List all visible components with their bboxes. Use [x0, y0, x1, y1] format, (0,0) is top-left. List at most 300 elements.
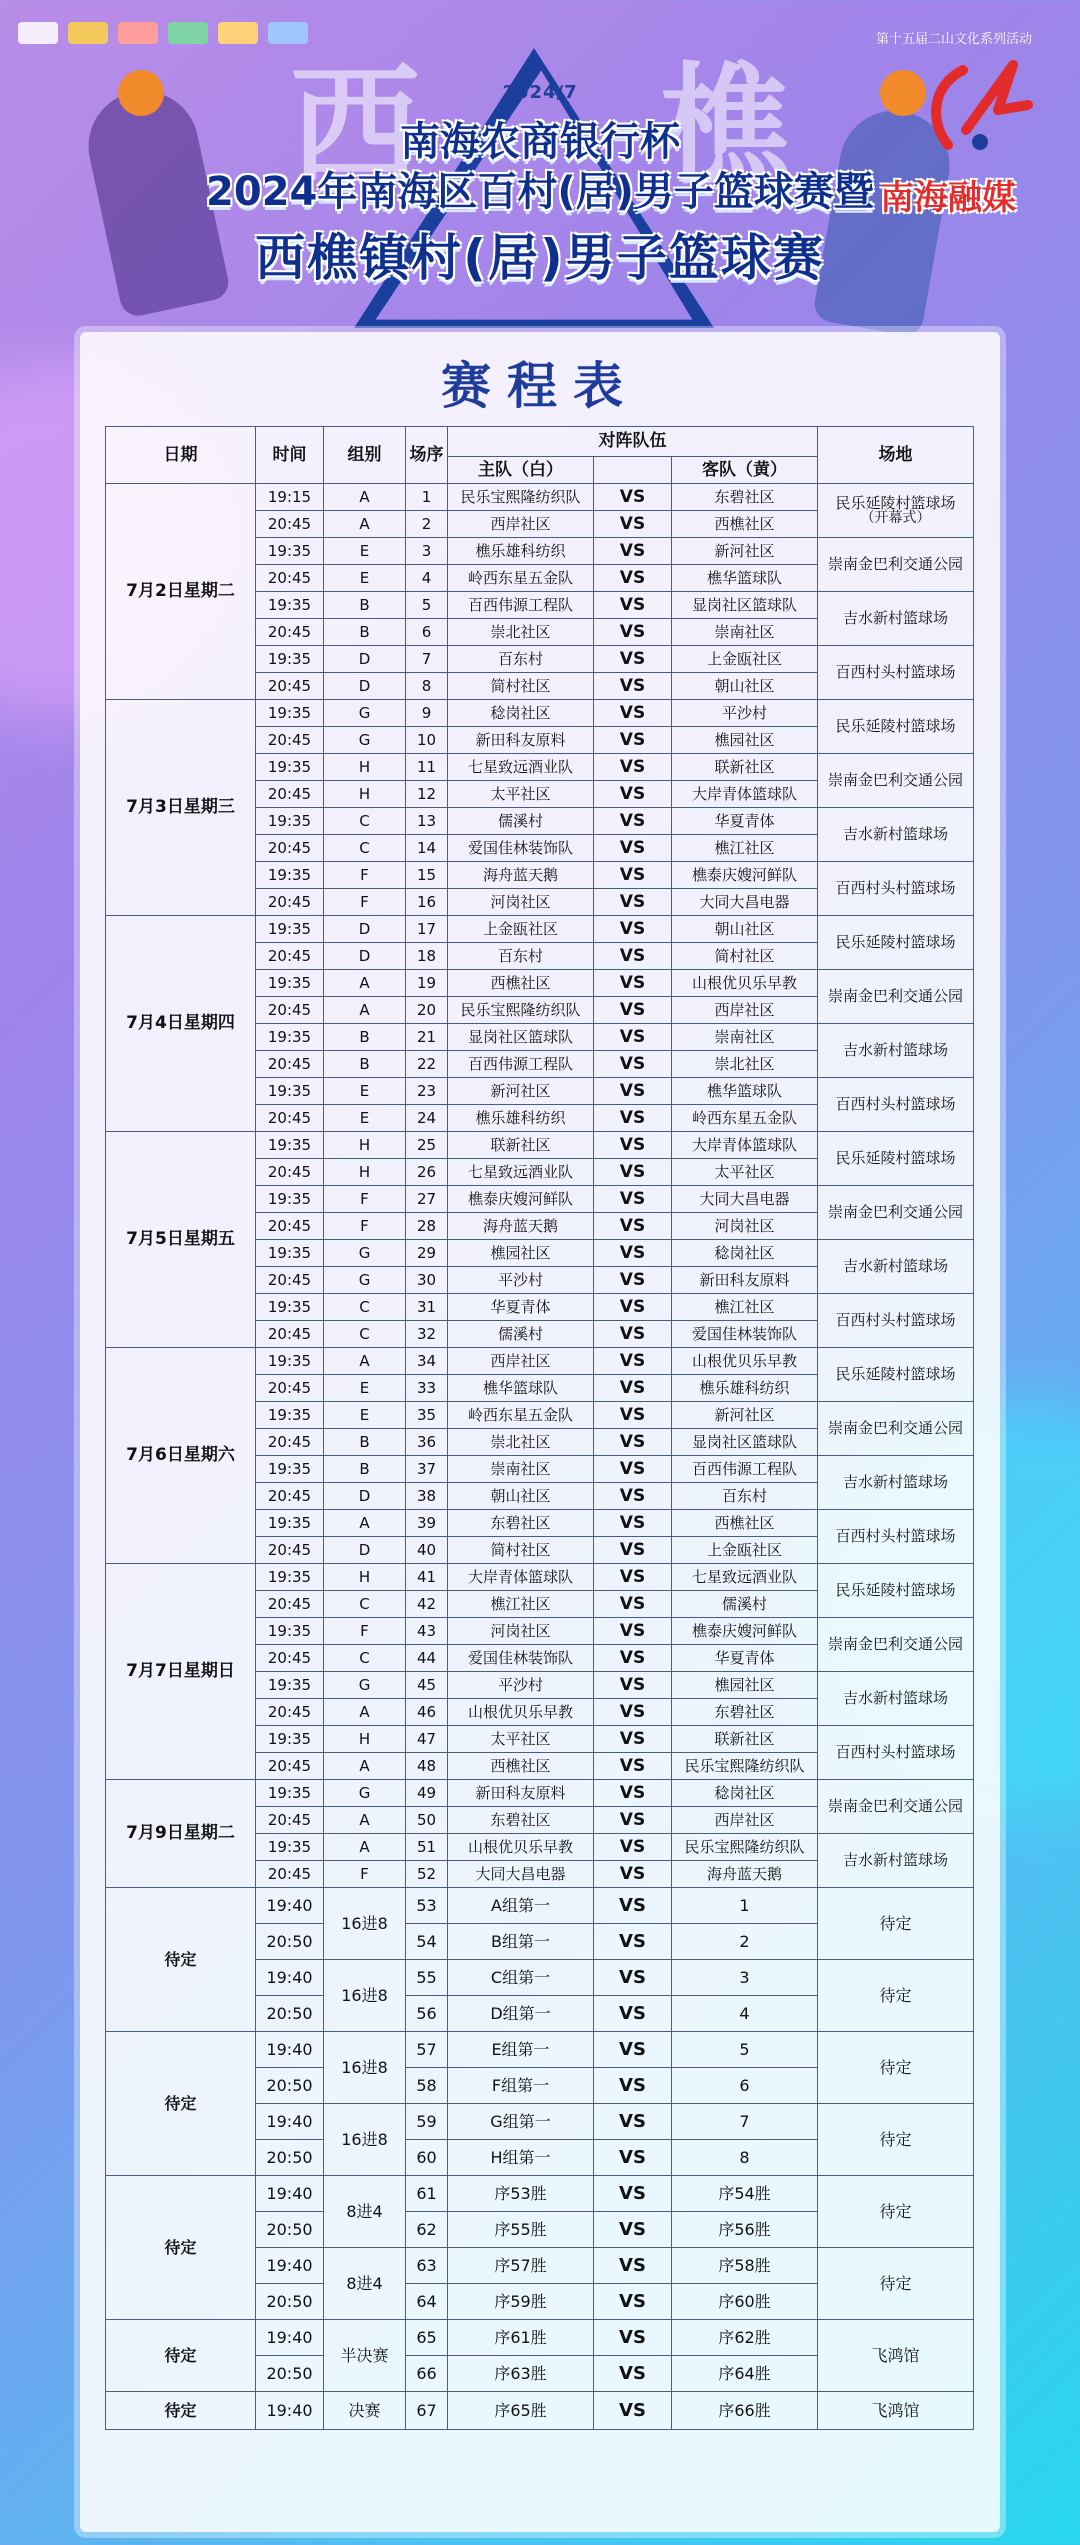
vs-cell: VS [594, 1267, 672, 1294]
group-cell: A [324, 1753, 406, 1780]
home-team-cell: 新河社区 [448, 1078, 594, 1105]
time-cell: 19:40 [256, 2104, 324, 2140]
vs-cell: VS [594, 754, 672, 781]
away-team-cell: 序58胜 [672, 2248, 818, 2284]
venue-cell: 待定 [818, 2248, 974, 2320]
venue-name: 崇南金巴利交通公园 [827, 1419, 963, 1438]
group-cell: D [324, 916, 406, 943]
group-cell: E [324, 565, 406, 592]
home-team-cell: 民乐宝熙隆纺织队 [448, 484, 594, 511]
date-cell: 7月2日星期二 [106, 484, 256, 700]
home-team-cell: 爱国佳林装饰队 [448, 1645, 594, 1672]
header-matchup: 对阵队伍 [448, 427, 818, 457]
event-slogan: 第十五届二山文化系列活动 [876, 32, 1033, 47]
time-cell: 19:35 [256, 1132, 324, 1159]
match-no-cell: 23 [406, 1078, 448, 1105]
home-team-cell: 崇北社区 [448, 619, 594, 646]
vs-cell: VS [594, 1375, 672, 1402]
away-team-cell: 序64胜 [672, 2356, 818, 2392]
home-team-cell: 稔岗社区 [448, 700, 594, 727]
vs-cell: VS [594, 1645, 672, 1672]
vs-cell: VS [594, 1807, 672, 1834]
away-team-cell: 崇北社区 [672, 1051, 818, 1078]
vs-cell: VS [594, 1537, 672, 1564]
venue-note: （开幕式） [860, 510, 931, 527]
vs-cell: VS [594, 1672, 672, 1699]
venue-cell [818, 1294, 974, 1348]
time-cell: 19:35 [256, 1402, 324, 1429]
group-cell: G [324, 1780, 406, 1807]
time-cell: 20:45 [256, 1753, 324, 1780]
time-cell: 19:35 [256, 1024, 324, 1051]
home-team-cell: B组第一 [448, 1924, 594, 1960]
venue-cell [818, 538, 974, 592]
background-character-right: 樵 [660, 49, 791, 202]
home-team-cell: 大同大昌电器 [448, 1861, 594, 1888]
vs-cell: VS [594, 1429, 672, 1456]
venue-cell [818, 862, 974, 916]
match-no-cell: 37 [406, 1456, 448, 1483]
away-team-cell: 樵园社区 [672, 727, 818, 754]
round-cell: 16进8 [324, 2104, 406, 2176]
vs-cell: VS [594, 1699, 672, 1726]
group-cell: B [324, 1024, 406, 1051]
vs-cell: VS [594, 1888, 672, 1924]
away-team-cell: 1 [672, 1888, 818, 1924]
away-team-cell: 显岗社区篮球队 [672, 592, 818, 619]
table-row [106, 2032, 974, 2068]
group-cell: G [324, 1267, 406, 1294]
group-cell: C [324, 1294, 406, 1321]
away-team-cell: 樵泰庆嫂河鲜队 [672, 862, 818, 889]
home-team-cell: 东碧社区 [448, 1510, 594, 1537]
time-cell: 20:50 [256, 2284, 324, 2320]
date-cell: 7月7日星期日 [106, 1564, 256, 1780]
venue-name: 百西村头村篮球场 [835, 663, 956, 682]
sponsor-logos [18, 22, 308, 44]
venue-cell [818, 1780, 974, 1834]
away-team-cell: 民乐宝熙隆纺织队 [672, 1834, 818, 1861]
venue-name: 民乐延陵村篮球场 [835, 1149, 956, 1168]
away-team-cell: 序54胜 [672, 2176, 818, 2212]
away-team-cell: 岭西东星五金队 [672, 1105, 818, 1132]
venue-cell [818, 970, 974, 1024]
venue-cell [818, 1348, 974, 1402]
vs-cell: VS [594, 2104, 672, 2140]
vs-cell: VS [594, 619, 672, 646]
time-cell: 19:35 [256, 754, 324, 781]
home-team-cell: 序53胜 [448, 2176, 594, 2212]
away-team-cell: 序56胜 [672, 2212, 818, 2248]
home-team-cell: 樵园社区 [448, 1240, 594, 1267]
vs-cell: VS [594, 673, 672, 700]
venue-name: 百西村头村篮球场 [835, 1311, 956, 1330]
venue-cell: 待定 [818, 1888, 974, 1960]
venue-name: 吉水新村篮球场 [842, 1689, 948, 1708]
vs-cell: VS [594, 889, 672, 916]
venue-name: 百西村头村篮球场 [835, 879, 956, 898]
round-cell: 16进8 [324, 1960, 406, 2032]
time-cell: 19:40 [256, 1888, 324, 1924]
schedule-title: 赛程表 [441, 357, 639, 415]
time-cell: 19:35 [256, 862, 324, 889]
away-team-cell: 上金瓯社区 [672, 646, 818, 673]
time-cell: 19:35 [256, 1186, 324, 1213]
table-row [106, 1780, 974, 1807]
away-team-cell: 东碧社区 [672, 484, 818, 511]
match-no-cell: 38 [406, 1483, 448, 1510]
venue-name: 百西村头村篮球场 [835, 1095, 956, 1114]
sponsor-logo [118, 22, 158, 44]
round-cell: 8进4 [324, 2176, 406, 2248]
match-no-cell: 44 [406, 1645, 448, 1672]
venue-name: 崇南金巴利交通公园 [827, 1797, 963, 1816]
time-cell: 19:35 [256, 970, 324, 997]
time-cell: 19:35 [256, 646, 324, 673]
home-team-cell: 序55胜 [448, 2212, 594, 2248]
venue-cell [818, 1672, 974, 1726]
match-no-cell: 24 [406, 1105, 448, 1132]
venue-cell [818, 916, 974, 970]
group-cell: A [324, 511, 406, 538]
home-team-cell: 平沙村 [448, 1672, 594, 1699]
vs-cell: VS [594, 1348, 672, 1375]
match-no-cell: 36 [406, 1429, 448, 1456]
vs-cell: VS [594, 1402, 672, 1429]
date-cell: 待定 [106, 2176, 256, 2320]
time-cell: 19:35 [256, 916, 324, 943]
match-no-cell: 25 [406, 1132, 448, 1159]
time-cell: 20:45 [256, 997, 324, 1024]
venue-cell [818, 484, 974, 538]
home-team-cell: 樵乐雄科纺织 [448, 1105, 594, 1132]
vs-cell: VS [594, 1753, 672, 1780]
time-cell: 20:45 [256, 781, 324, 808]
group-cell: A [324, 484, 406, 511]
match-no-cell: 50 [406, 1807, 448, 1834]
match-no-cell: 52 [406, 1861, 448, 1888]
venue-name: 吉水新村篮球场 [842, 1473, 948, 1492]
match-no-cell: 16 [406, 889, 448, 916]
sponsor-logo [168, 22, 208, 44]
home-team-cell: 百西伟源工程队 [448, 592, 594, 619]
vs-cell: VS [594, 2284, 672, 2320]
group-cell: F [324, 862, 406, 889]
venue-name: 吉水新村篮球场 [842, 609, 948, 628]
time-cell: 20:45 [256, 889, 324, 916]
group-cell: E [324, 1105, 406, 1132]
match-no-cell: 43 [406, 1618, 448, 1645]
vs-cell: VS [594, 2392, 672, 2430]
sponsor-logo [18, 22, 58, 44]
match-no-cell: 21 [406, 1024, 448, 1051]
away-team-cell: 山根优贝乐早教 [672, 970, 818, 997]
away-team-cell: 东碧社区 [672, 1699, 818, 1726]
venue-cell [818, 1402, 974, 1456]
match-no-cell: 59 [406, 2104, 448, 2140]
time-cell: 19:35 [256, 538, 324, 565]
vs-cell: VS [594, 1105, 672, 1132]
home-team-cell: 大岸青体篮球队 [448, 1564, 594, 1591]
time-cell: 20:45 [256, 1105, 324, 1132]
vs-cell: VS [594, 2248, 672, 2284]
time-cell: 20:50 [256, 2068, 324, 2104]
home-team-cell: 樵华篮球队 [448, 1375, 594, 1402]
away-team-cell: 西岸社区 [672, 1807, 818, 1834]
venue-name: 崇南金巴利交通公园 [827, 1203, 963, 1222]
home-team-cell: 序59胜 [448, 2284, 594, 2320]
group-cell: C [324, 1321, 406, 1348]
group-cell: H [324, 1132, 406, 1159]
home-team-cell: 樵乐雄科纺织 [448, 538, 594, 565]
venue-cell [818, 808, 974, 862]
table-row [106, 1564, 974, 1591]
away-team-cell: 樵园社区 [672, 1672, 818, 1699]
home-team-cell: 华夏青体 [448, 1294, 594, 1321]
vs-cell: VS [594, 1159, 672, 1186]
match-no-cell: 19 [406, 970, 448, 997]
group-cell: G [324, 700, 406, 727]
home-team-cell: 上金瓯社区 [448, 916, 594, 943]
home-team-cell: 山根优贝乐早教 [448, 1834, 594, 1861]
venue-cell [818, 1240, 974, 1294]
match-no-cell: 18 [406, 943, 448, 970]
vs-cell: VS [594, 1618, 672, 1645]
schedule-body [106, 484, 974, 2430]
home-team-cell: 七星致远酒业队 [448, 754, 594, 781]
event-date-tag: 2024/7 [502, 82, 578, 103]
away-team-cell: 西樵社区 [672, 1510, 818, 1537]
time-cell: 20:50 [256, 2356, 324, 2392]
group-cell: B [324, 1051, 406, 1078]
time-cell: 19:40 [256, 2392, 324, 2430]
venue-cell [818, 700, 974, 754]
table-row [106, 916, 974, 943]
away-team-cell: 简村社区 [672, 943, 818, 970]
vs-cell: VS [594, 1213, 672, 1240]
time-cell: 19:35 [256, 1456, 324, 1483]
match-no-cell: 34 [406, 1348, 448, 1375]
time-cell: 19:35 [256, 700, 324, 727]
group-cell: G [324, 727, 406, 754]
vs-cell: VS [594, 781, 672, 808]
match-no-cell: 51 [406, 1834, 448, 1861]
home-team-cell: 序63胜 [448, 2356, 594, 2392]
home-team-cell: 儒溪村 [448, 808, 594, 835]
venue-cell [818, 1726, 974, 1780]
away-team-cell: 爱国佳林装饰队 [672, 1321, 818, 1348]
match-no-cell: 11 [406, 754, 448, 781]
vs-cell: VS [594, 2356, 672, 2392]
header-date: 日期 [106, 427, 256, 484]
away-team-cell: 樵江社区 [672, 835, 818, 862]
vs-cell: VS [594, 1024, 672, 1051]
group-cell: B [324, 1456, 406, 1483]
venue-cell: 待定 [818, 1960, 974, 2032]
group-cell: B [324, 592, 406, 619]
match-no-cell: 1 [406, 484, 448, 511]
home-team-cell: A组第一 [448, 1888, 594, 1924]
home-team-cell: 七星致远酒业队 [448, 1159, 594, 1186]
match-no-cell: 31 [406, 1294, 448, 1321]
date-cell: 待定 [106, 2032, 256, 2176]
time-cell: 19:35 [256, 592, 324, 619]
home-team-cell: G组第一 [448, 2104, 594, 2140]
time-cell: 19:35 [256, 1240, 324, 1267]
time-cell: 20:45 [256, 1375, 324, 1402]
time-cell: 19:35 [256, 1564, 324, 1591]
away-team-cell: 樵江社区 [672, 1294, 818, 1321]
date-cell: 待定 [106, 2392, 256, 2430]
vs-cell: VS [594, 808, 672, 835]
vs-cell: VS [594, 1960, 672, 1996]
group-cell: A [324, 1510, 406, 1537]
time-cell: 19:35 [256, 1510, 324, 1537]
home-team-cell: 海舟蓝天鹅 [448, 862, 594, 889]
date-cell: 7月4日星期四 [106, 916, 256, 1132]
home-team-cell: F组第一 [448, 2068, 594, 2104]
date-cell: 待定 [106, 1888, 256, 2032]
away-team-cell: 大同大昌电器 [672, 1186, 818, 1213]
home-team-cell: 简村社区 [448, 1537, 594, 1564]
table-row [106, 700, 974, 727]
time-cell: 19:35 [256, 1618, 324, 1645]
time-cell: 19:35 [256, 1078, 324, 1105]
away-team-cell: 联新社区 [672, 754, 818, 781]
away-team-cell: 河岗社区 [672, 1213, 818, 1240]
time-cell: 19:35 [256, 1780, 324, 1807]
vs-cell: VS [594, 1051, 672, 1078]
away-team-cell: 山根优贝乐早教 [672, 1348, 818, 1375]
match-no-cell: 20 [406, 997, 448, 1024]
away-team-cell: 朝山社区 [672, 673, 818, 700]
time-cell: 19:40 [256, 1960, 324, 1996]
schedule-board [80, 332, 1000, 2532]
header-venue: 场地 [818, 427, 974, 484]
match-no-cell: 12 [406, 781, 448, 808]
match-no-cell: 41 [406, 1564, 448, 1591]
vs-cell: VS [594, 1591, 672, 1618]
home-team-cell: 新田科友原料 [448, 727, 594, 754]
time-cell: 19:40 [256, 2176, 324, 2212]
time-cell: 19:35 [256, 1834, 324, 1861]
home-team-cell: 平沙村 [448, 1267, 594, 1294]
home-team-cell: 河岗社区 [448, 889, 594, 916]
group-cell: C [324, 808, 406, 835]
home-team-cell: 太平社区 [448, 1726, 594, 1753]
vs-cell: VS [594, 1456, 672, 1483]
away-team-cell: 6 [672, 2068, 818, 2104]
date-cell: 待定 [106, 2320, 256, 2392]
match-no-cell: 49 [406, 1780, 448, 1807]
time-cell: 19:40 [256, 2248, 324, 2284]
home-team-cell: 序61胜 [448, 2320, 594, 2356]
away-team-cell: 崇南社区 [672, 1024, 818, 1051]
vs-cell: VS [594, 970, 672, 997]
venue-cell: 飞鸿馆 [818, 2320, 974, 2392]
header-match-no: 场序 [406, 427, 448, 484]
time-cell: 20:45 [256, 1807, 324, 1834]
time-cell: 20:45 [256, 1213, 324, 1240]
group-cell: D [324, 943, 406, 970]
round-cell: 8进4 [324, 2248, 406, 2320]
match-no-cell: 67 [406, 2392, 448, 2430]
match-no-cell: 40 [406, 1537, 448, 1564]
venue-name: 民乐延陵村篮球场 [835, 1365, 956, 1384]
away-team-cell: 平沙村 [672, 700, 818, 727]
vs-cell: VS [594, 835, 672, 862]
time-cell: 20:45 [256, 943, 324, 970]
time-cell: 19:35 [256, 1348, 324, 1375]
match-no-cell: 39 [406, 1510, 448, 1537]
vs-cell: VS [594, 1861, 672, 1888]
match-no-cell: 64 [406, 2284, 448, 2320]
vs-cell: VS [594, 484, 672, 511]
group-cell: F [324, 1861, 406, 1888]
group-cell: H [324, 754, 406, 781]
match-no-cell: 28 [406, 1213, 448, 1240]
group-cell: A [324, 970, 406, 997]
away-team-cell: 稔岗社区 [672, 1240, 818, 1267]
away-team-cell: 樵华篮球队 [672, 1078, 818, 1105]
vs-cell: VS [594, 1240, 672, 1267]
brand-name: 南海融媒 [880, 178, 1016, 218]
time-cell: 20:45 [256, 727, 324, 754]
vs-cell: VS [594, 592, 672, 619]
time-cell: 20:45 [256, 1861, 324, 1888]
vs-cell: VS [594, 565, 672, 592]
home-team-cell: 新田科友原料 [448, 1780, 594, 1807]
date-cell: 7月5日星期五 [106, 1132, 256, 1348]
match-no-cell: 46 [406, 1699, 448, 1726]
group-cell: A [324, 1699, 406, 1726]
venue-name: 崇南金巴利交通公园 [827, 987, 963, 1006]
home-team-cell: 山根优贝乐早教 [448, 1699, 594, 1726]
away-team-cell: 序66胜 [672, 2392, 818, 2430]
table-row [106, 2320, 974, 2356]
venue-cell: 待定 [818, 2032, 974, 2104]
round-cell: 16进8 [324, 2032, 406, 2104]
time-cell: 20:45 [256, 1159, 324, 1186]
home-team-cell: 海舟蓝天鹅 [448, 1213, 594, 1240]
vs-cell: VS [594, 727, 672, 754]
time-cell: 20:45 [256, 1429, 324, 1456]
time-cell: 20:50 [256, 1996, 324, 2032]
venue-cell [818, 1186, 974, 1240]
away-team-cell: 百东村 [672, 1483, 818, 1510]
away-team-cell: 华夏青体 [672, 808, 818, 835]
header-group: 组别 [324, 427, 406, 484]
match-no-cell: 8 [406, 673, 448, 700]
home-team-cell: 百东村 [448, 943, 594, 970]
home-team-cell: D组第一 [448, 1996, 594, 2032]
away-team-cell: 8 [672, 2140, 818, 2176]
venue-name: 民乐延陵村篮球场 [835, 933, 956, 952]
time-cell: 20:45 [256, 619, 324, 646]
home-team-cell: 岭西东星五金队 [448, 1402, 594, 1429]
home-team-cell: E组第一 [448, 2032, 594, 2068]
vs-cell: VS [594, 646, 672, 673]
vs-cell: VS [594, 862, 672, 889]
time-cell: 20:45 [256, 1483, 324, 1510]
home-team-cell: 序57胜 [448, 2248, 594, 2284]
away-team-cell: 太平社区 [672, 1159, 818, 1186]
home-team-cell: 显岗社区篮球队 [448, 1024, 594, 1051]
sponsor-logo [68, 22, 108, 44]
group-cell: E [324, 1402, 406, 1429]
group-cell: F [324, 1186, 406, 1213]
away-team-cell: 序62胜 [672, 2320, 818, 2356]
